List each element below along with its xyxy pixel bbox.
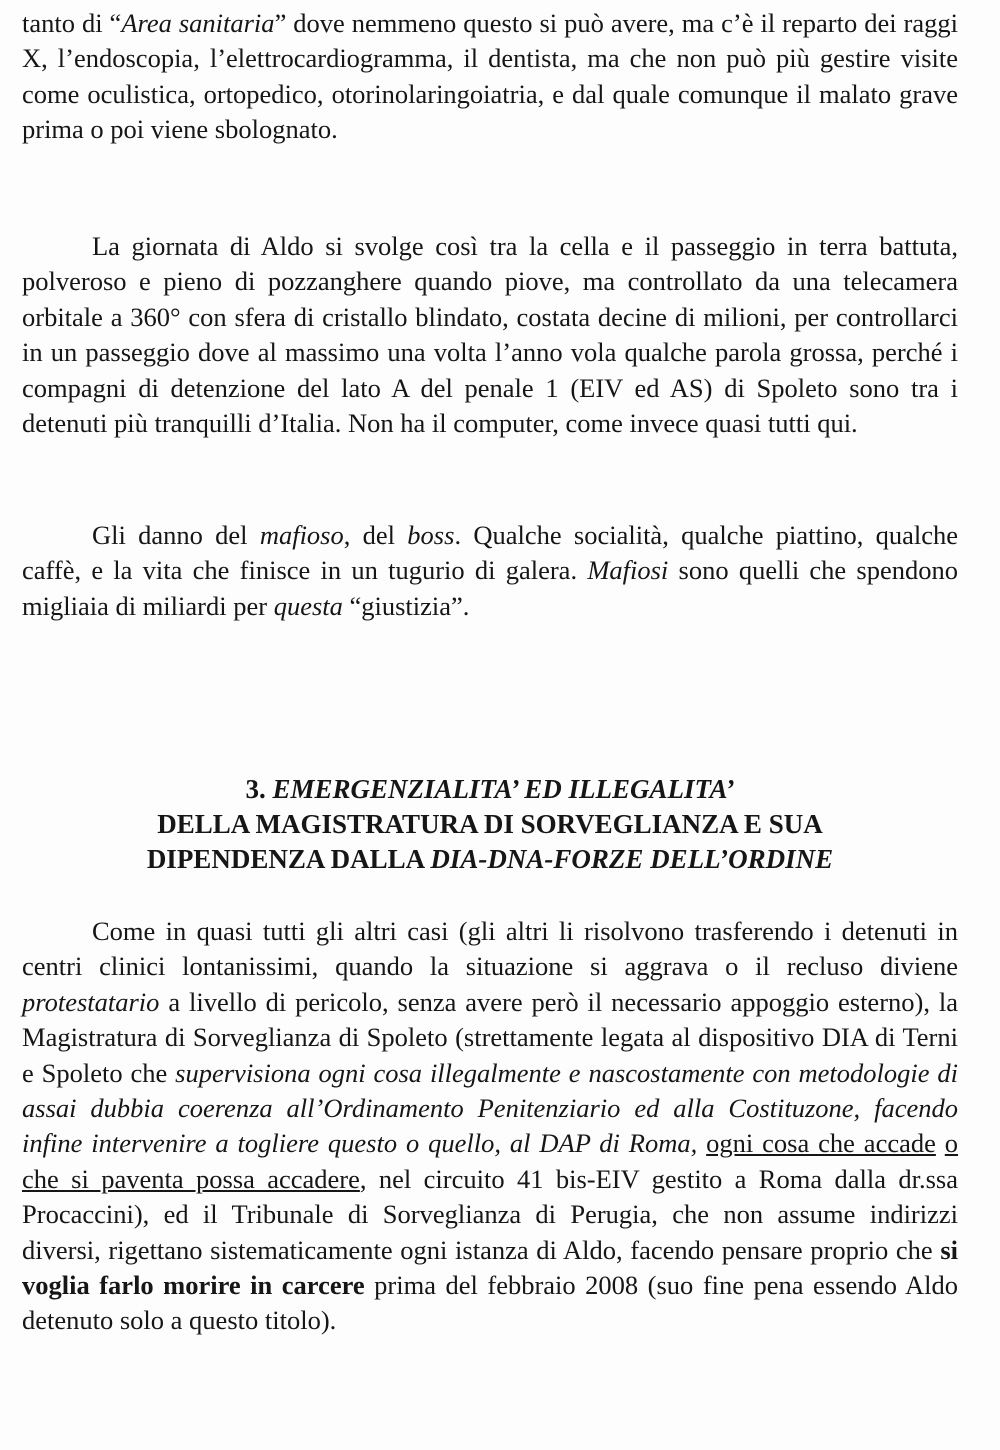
heading-line-1: [22, 772, 958, 807]
italic-run: protestatario: [22, 986, 160, 1017]
italic-run: boss: [407, 520, 455, 550]
text-run: a livello di pericolo, senza avere però il necessario appoggio esterno), la Magistratura di Sorveglianza di Spoleto (strettamente legata al dispositivo DIA di Terni e Spoleto che: [22, 986, 958, 1088]
text-run: , nel circuito 41 bis-EIV gestito a Roma dalla dr.ssa Procaccini), ed il Tribunale di Sorveglianza di Perugia, che non assume indirizzi diversi, rigettano sistematicamente ogni istanza di Aldo, facendo pensare proprio che: [22, 1163, 958, 1265]
italic-run: questa: [273, 590, 343, 621]
text-run: Gli danno del: [92, 520, 260, 550]
italic-run: mafioso: [259, 520, 344, 550]
paragraph-giornata-di-aldo: [22, 229, 958, 441]
bold-run: si voglia farlo morire in carcere: [22, 1234, 958, 1301]
paragraph-mafioso: [22, 518, 958, 624]
italic-run: Mafiosi: [587, 555, 669, 586]
text-run: “giustizia”.: [342, 590, 470, 621]
text-run: La giornata di Aldo si svolge così tra la cella e il passeggio in terra battuta, polveroso e pieno di pozzanghere quando piove, ma controllato da una telecamera orbitale a 360° con sfera di cristallo blindato, costata decine di milioni, per controllarci in un passeggio dove al massimo una volta l’anno vola qualche parola grossa, perché i compagni di detenzione del lato A del penale 1 (EIV ed AS) di Spoleto sono tra i detenuti più tranquilli d’Italia. Non ha il computer, come invece quasi tutti qui.: [22, 231, 958, 439]
heading-italic: EMERGENZIALITA’ ED ILLEGALITA’: [272, 774, 735, 804]
text-run: prima del febbraio 2008 (suo fine pena essendo Aldo detenuto solo a questo titolo).: [22, 1270, 958, 1336]
text-run: Come in quasi tutti gli altri casi (gli altri li risolvono trasferendo i detenuti in centri clinici lontanissimi, quando la situazione si aggrava o il recluso diviene: [22, 916, 958, 982]
heading-italic: DIA-DNA-FORZE DELL’ORDINE: [430, 844, 834, 874]
text-run: [697, 1128, 706, 1158]
text-run: [936, 1128, 945, 1158]
heading-line-2: DELLA MAGISTRATURA DI SORVEGLIANZA E SUA: [157, 809, 823, 839]
heading-line-3: [22, 842, 958, 877]
italic-run: supervisiona ogni cosa illegalmente e nascostamente con metodologie di assai dubbia coerenza all’Ordinamento Penitenziario ed alla Costituzone, facendo infine intervenire a togliere questo o quello, al DAP di Roma,: [22, 1057, 958, 1159]
text-run: sono quelli che spendono migliaia di miliardi per: [22, 555, 958, 621]
underlined-run: o che si paventa possa accadere: [22, 1128, 959, 1194]
italic-run: Area sanitaria: [121, 8, 275, 38]
section-heading: [22, 772, 958, 877]
text-run: , del: [343, 520, 408, 550]
text-run: tanto di “: [22, 8, 122, 38]
text-run: ” dove nemmeno questo si può avere, ma c’è il reparto dei raggi X, l’endoscopia, l’elettrocardiogramma, il dentista, ma che non può più gestire visite come oculistica, ortopedico, otorinolaringoiatria, e dal quale comunque il malato grave prima o poi viene sbolognato.: [22, 8, 958, 145]
text-run: . Qualche socialità, qualche piattino, qualche caffè, e la vita che finisce in un tugurio di galera.: [22, 520, 959, 586]
paragraph-area-sanitaria: [22, 6, 958, 148]
underlined-run: ogni cosa che accade: [706, 1128, 936, 1159]
paragraph-magistratura: [22, 914, 958, 1339]
heading-number: 3.: [245, 774, 273, 804]
heading-text: DIPENDENZA DALLA: [146, 844, 431, 874]
